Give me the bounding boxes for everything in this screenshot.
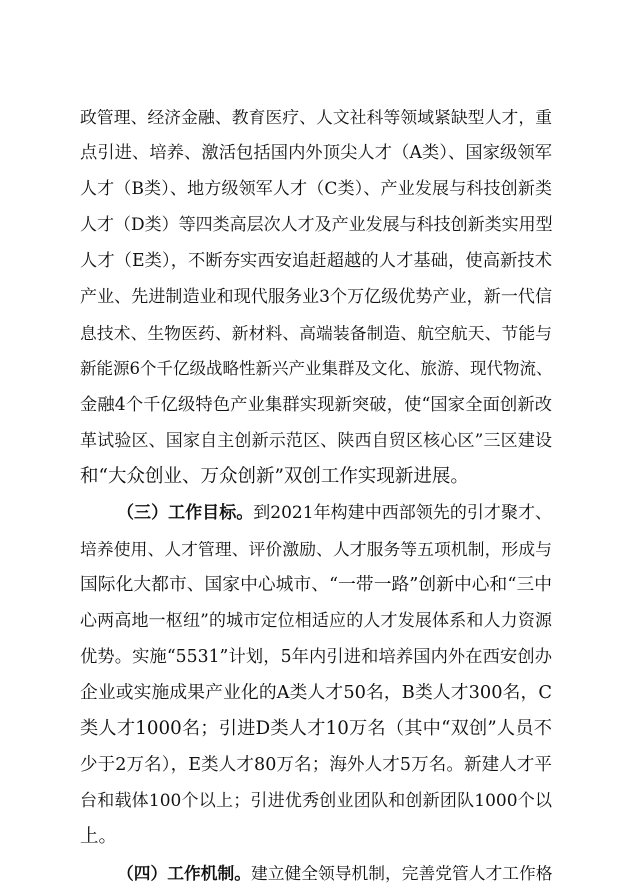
text-line: 心两高地一枢纽”的城市定位相适应的人才发展体系和人力资源 (80, 611, 552, 631)
text-line: 和“大众创业、万众创新”双创工作实现新进展。 (80, 466, 469, 487)
text-line: 企业或实施成果产业化的A类人才50名，B类人才300名，C (80, 683, 552, 703)
text-line: 产业、先进制造业和现代服务业3个万亿级优势产业，新一代信 (80, 287, 552, 307)
text-line: 类人才1000名；引进D类人才10万名（其中“双创”人员不 (80, 718, 552, 739)
text-line: 人才（E类），不断夯实西安追赶超越的人才基础，使高新技术 (80, 251, 552, 271)
text-line: 人才（D类）等四类高层次人才及产业发展与科技创新类实用型 (80, 215, 553, 235)
text-line: 人才（B类）、地方级领军人才（C类）、产业发展与科技创新类 (80, 179, 552, 199)
text-line: 政管理、经济金融、教育医疗、人文社科等领域紧缺型人才，重 (80, 107, 552, 127)
text-line: 新能源6个千亿级战略性新兴产业集群及文化、旅游、现代物流、 (80, 359, 553, 378)
text-line: 台和载体100个以上；引进优秀创业团队和创新团队1000个以 (80, 791, 552, 811)
text-line: 革试验区、国家自主创新示范区、陕西自贸区核心区”三区建设 (80, 431, 552, 451)
section-heading: （三）工作目标。 (117, 503, 254, 523)
text-line: 培养使用、人才管理、评价激励、人才服务等五项机制，形成与 (80, 539, 552, 559)
text-line: 国际化大都市、国家中心城市、“一带一路”创新中心和“三中 (80, 575, 552, 595)
text-line: 息技术、生物医药、新材料、高端装备制造、航空航天、节能与 (80, 323, 552, 343)
section-heading-line (117, 858, 552, 888)
section-heading-line (117, 498, 552, 528)
section-heading: （四）工作机制。 (117, 863, 252, 883)
section-text: 建立健全领导机制，完善党管人才工作格 (251, 863, 553, 883)
text-line: 点引进、培养、激活包括国内外顶尖人才（A类）、国家级领军 (80, 143, 552, 163)
text-line: 上。 (80, 826, 118, 847)
text-line: 少于2万名），E类人才80万名；海外人才5万名。新建人才平 (80, 755, 552, 775)
section-text: 到2021年构建中西部领先的引才聚才、 (253, 503, 553, 523)
text-line: 金融4个千亿级特色产业集群实现新突破，使“国家全面创新改 (80, 395, 552, 415)
text-line: 优势。实施“5531”计划，5年内引进和培养国内外在西安创办 (80, 647, 552, 667)
